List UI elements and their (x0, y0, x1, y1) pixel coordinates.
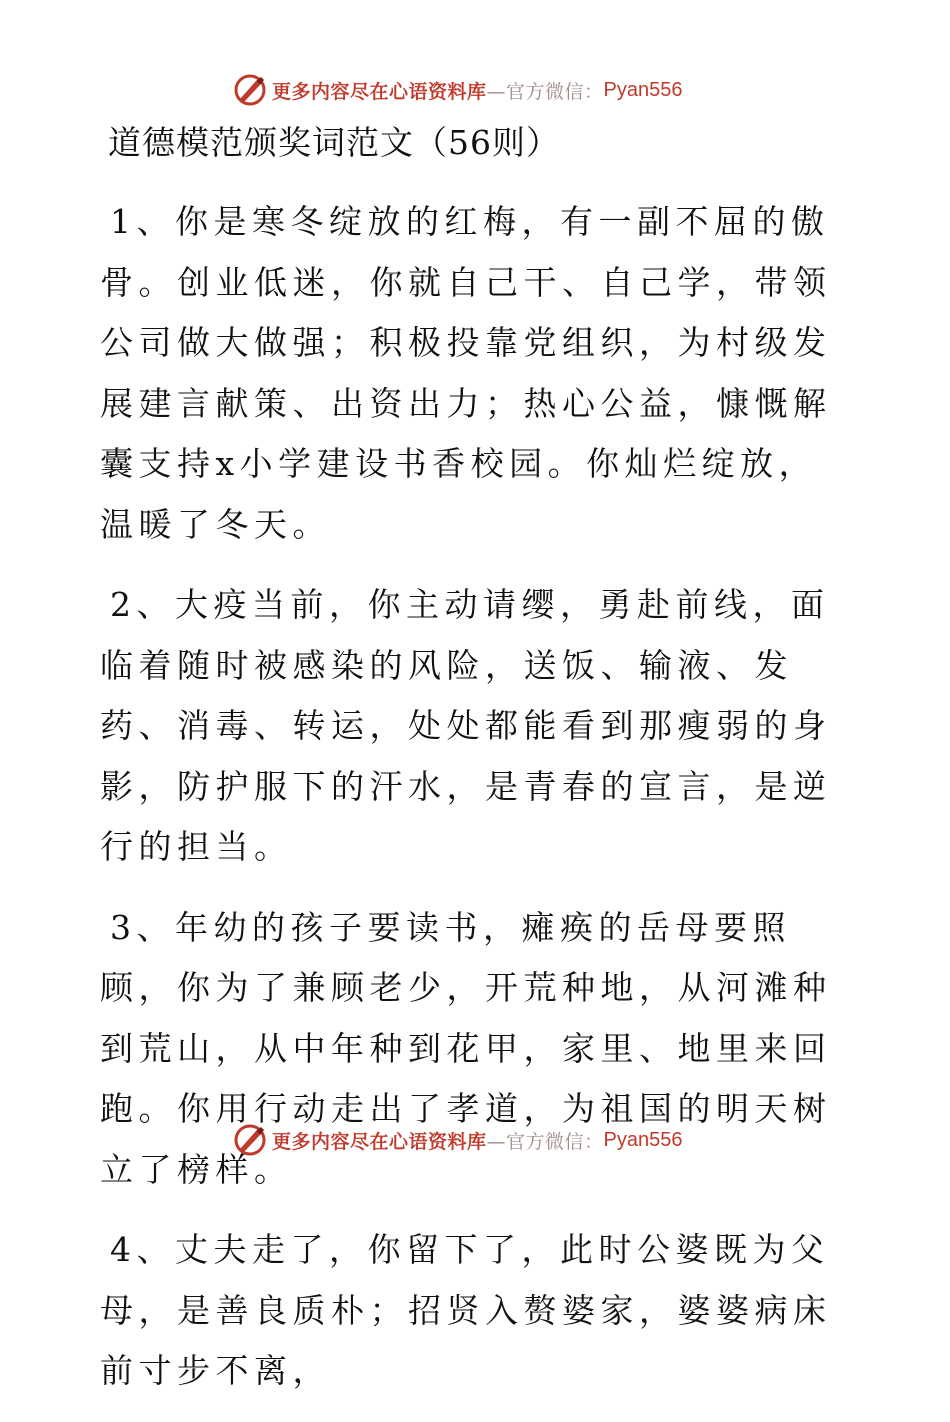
paragraph-2: 2、大疫当前，你主动请缨，勇赴前线，面临着随时被感染的风险，送饭、输液、发药、消毒、转运，处处都能看到那瘦弱的身影，防护服下的汗水，是青春的宣言，是逆行的担当。 (100, 585, 832, 866)
paragraph-4: 4、丈夫走了，你留下了，此时公婆既为父母，是善良质朴；招贤入赘婆家，婆婆病床前寸步不离， (100, 1230, 832, 1390)
banner-wechat-id: Pyan556 (603, 1128, 683, 1151)
pen-logo-icon (232, 1122, 268, 1158)
page-title: 道德模范颁奖词范文（56则） (108, 123, 560, 162)
banner-brand-text: 更多内容尽在心语资料库 (272, 80, 487, 103)
pen-logo-icon (232, 72, 268, 108)
banner-brand-text: 更多内容尽在心语资料库 (272, 1130, 487, 1153)
paragraph-3: 3、年幼的孩子要读书，瘫痪的岳母要照顾，你为了兼顾老少，开荒种地，从河滩种到荒山，从中年种到花甲，家里、地里来回跑。你用行动走出了孝道，为祖国的明天树立了榜样。 (100, 907, 832, 1189)
paragraph-1: 1、你是寒冬绽放的红梅，有一副不屈的傲骨。创业低迷，你就自己干、自己学，带领公司做大做强；积极投靠党组织，为村级发展建言献策、出资出力；热心公益，慷慨解囊支持x小学建设书香校园。你灿烂绽放，温暖了冬天。 (100, 202, 832, 544)
document-body (100, 192, 850, 1422)
header-banner (232, 70, 683, 110)
banner-wechat-label: —官方微信： (486, 1130, 604, 1153)
banner-wechat-label: —官方微信： (486, 80, 604, 103)
banner-wechat-id: Pyan556 (603, 78, 683, 101)
footer-banner (232, 1120, 683, 1160)
